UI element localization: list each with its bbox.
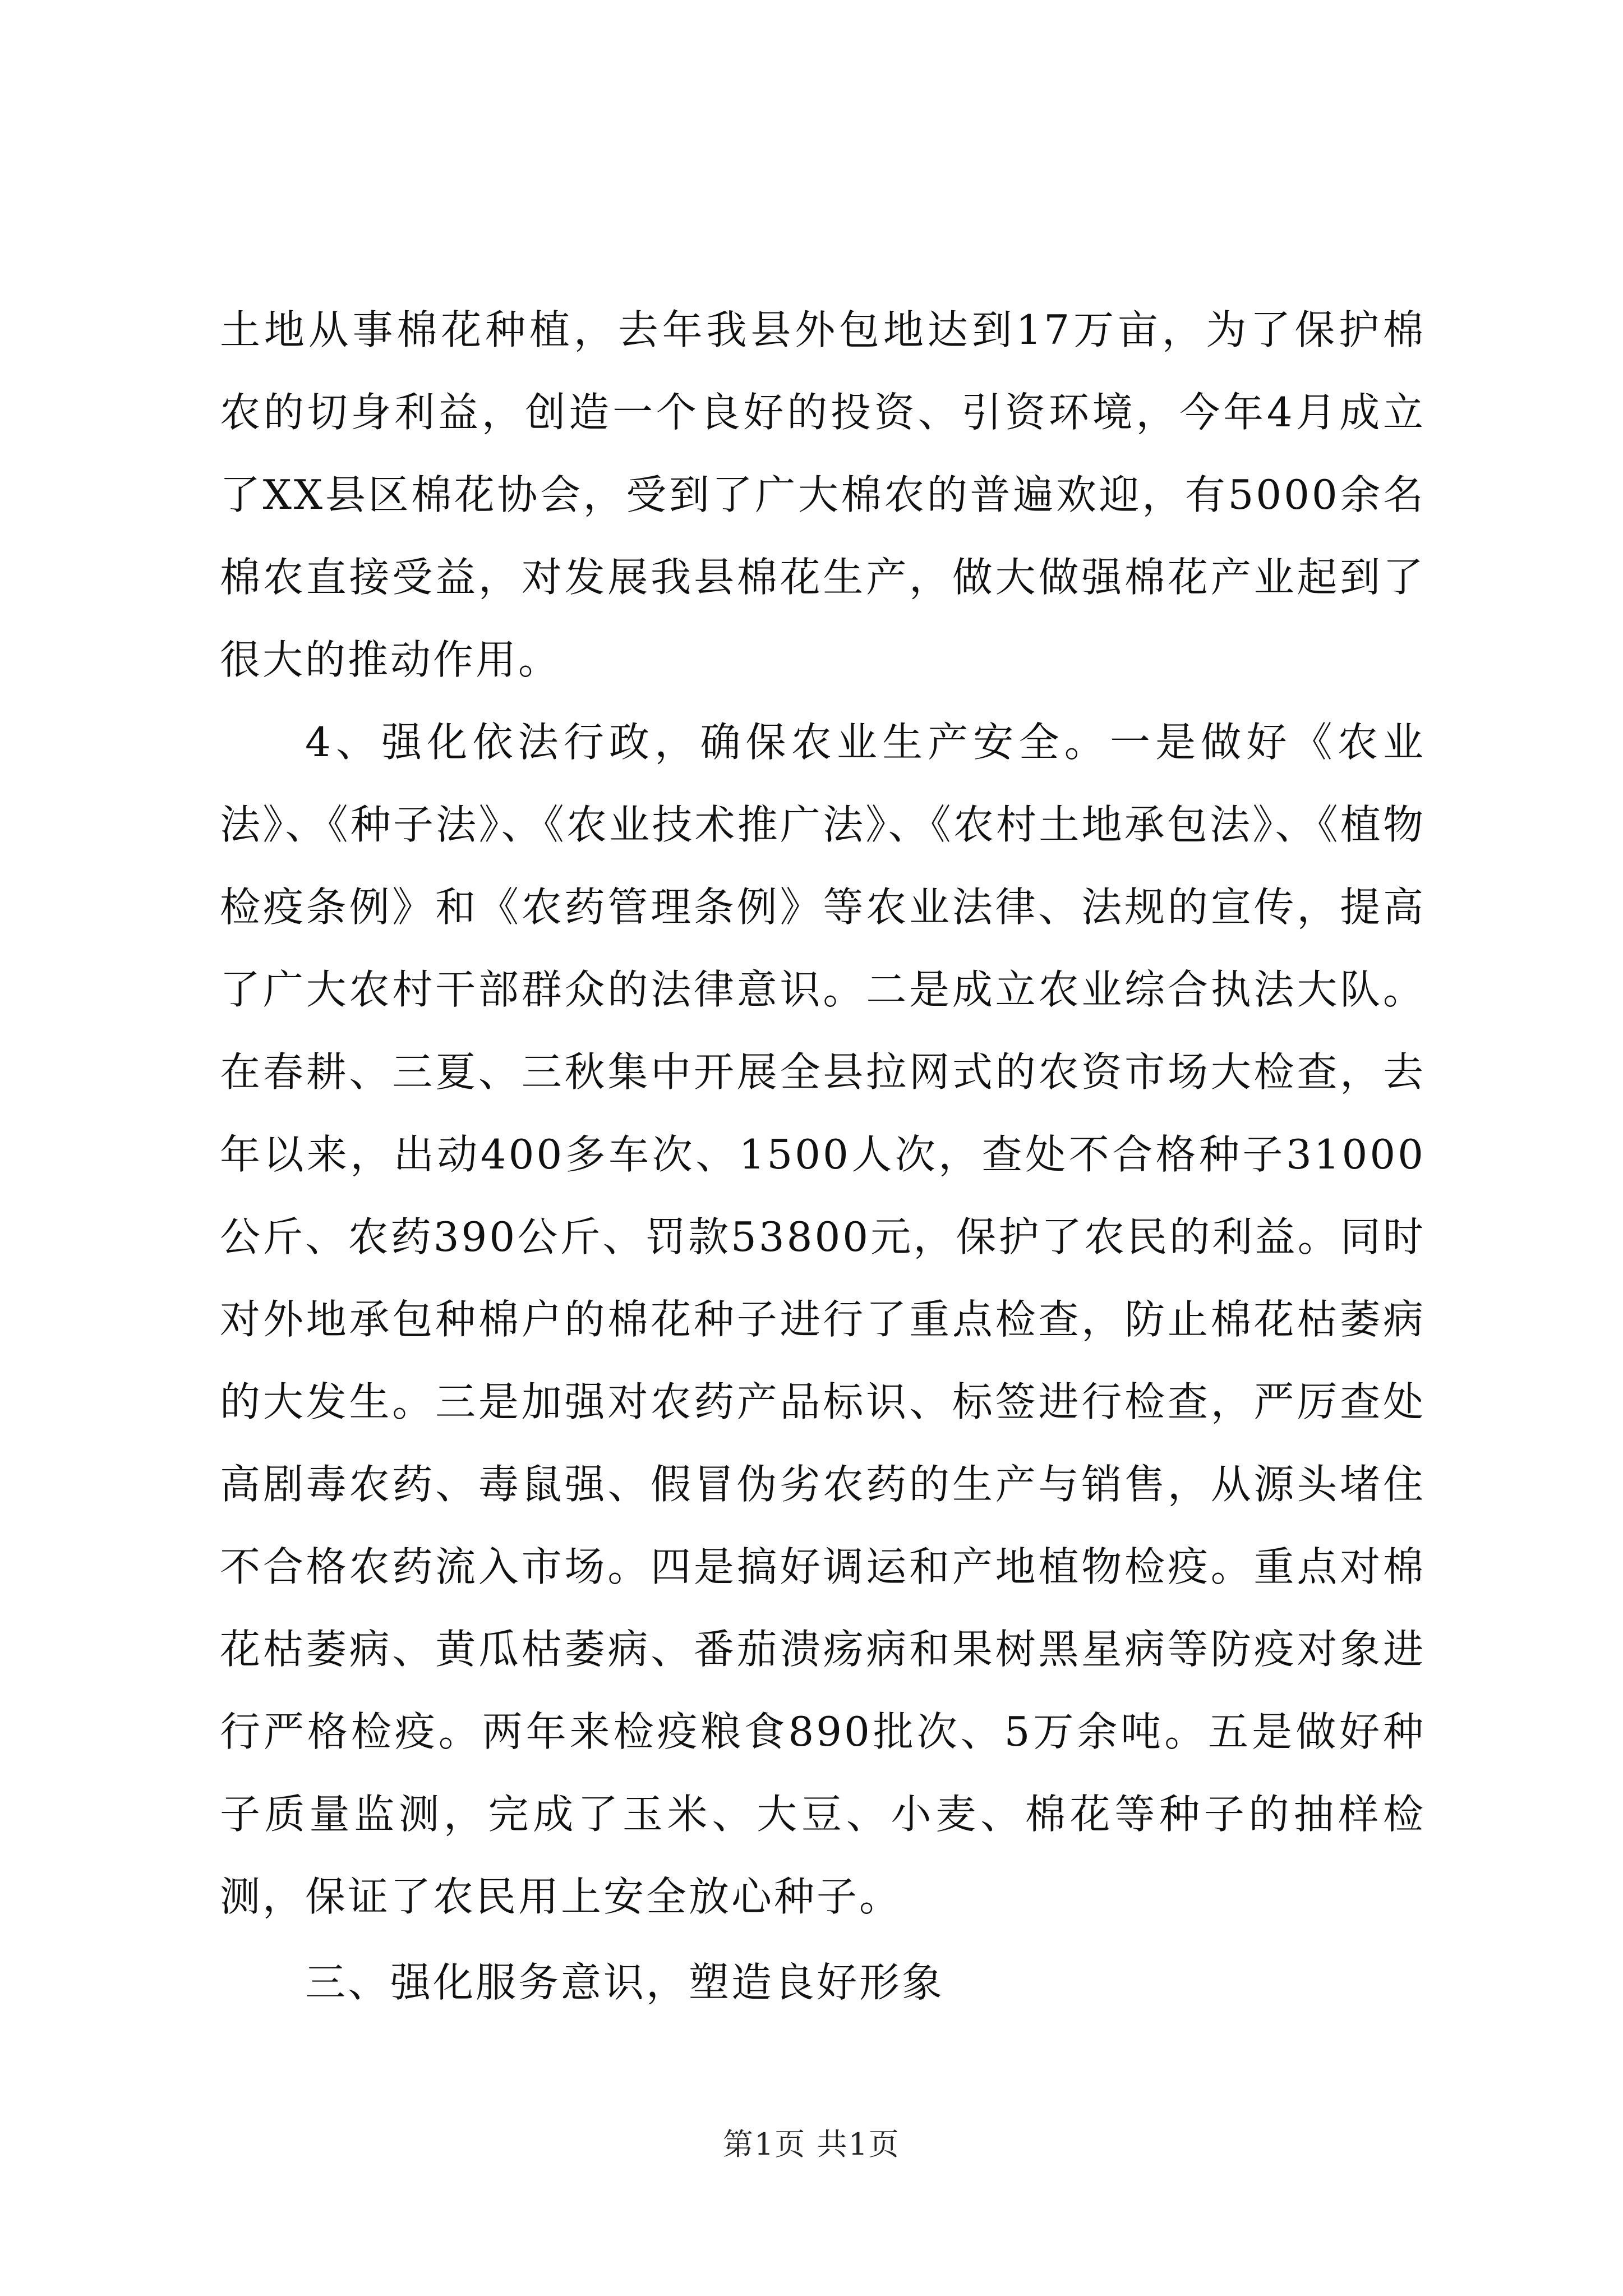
section-heading-3: 三、强化服务意识，塑造良好形象 xyxy=(305,1959,945,2006)
paragraph-continuation: 土地从事棉花种植，去年我县外包地达到17万亩，为了保护棉农的切身利益，创造一个良好的投资、引资环境，今年4月成立了XX县区棉花协会，受到了广大棉农的普遍欢迎，有5000余名棉农直接受益，对发展我县棉花生产，做大做强棉花产业起到了很大的推动作用。 xyxy=(220,306,1426,683)
paragraph-section-4: 4、强化依法行政，确保农业生产安全。一是做好《农业法》、《种子法》、《农业技术推广法》、《农村土地承包法》、《植物检疫条例》和《农药管理条例》等农业法律、法规的宣传，提高了广大农村干部群众的法律意识。二是成立农业综合执法大队。在春耕、三夏、三秋集中开展全县拉网式的农资市场大检查，去年以来，出动400多车次、1500人次，查处不合格种子31000公斤、农药390公斤、罚款53800元，保护了农民的利益。同时对外地承包种棉户的棉花种子进行了重点检查，防止棉花枯萎病的大发生。三是加强对农药产品标识、标签进行检查，严厉查处高剧毒农药、毒鼠强、假冒伪劣农药的生产与销售，从源头堵住不合格农药流入市场。四是搞好调运和产地植物检疫。重点对棉花枯萎病、黄瓜枯萎病、番茄溃疡病和果树黑星病等防疫对象进行严格检疫。两年来检疫粮食890批次、5万余吨。五是做好种子质量监测，完成了玉米、大豆、小麦、棉花等种子的抽样检测，保证了农民用上安全放心种子。 xyxy=(220,719,1426,1920)
document-body xyxy=(220,289,1426,2024)
page-footer: 第1页 共1页 xyxy=(723,2127,900,2162)
